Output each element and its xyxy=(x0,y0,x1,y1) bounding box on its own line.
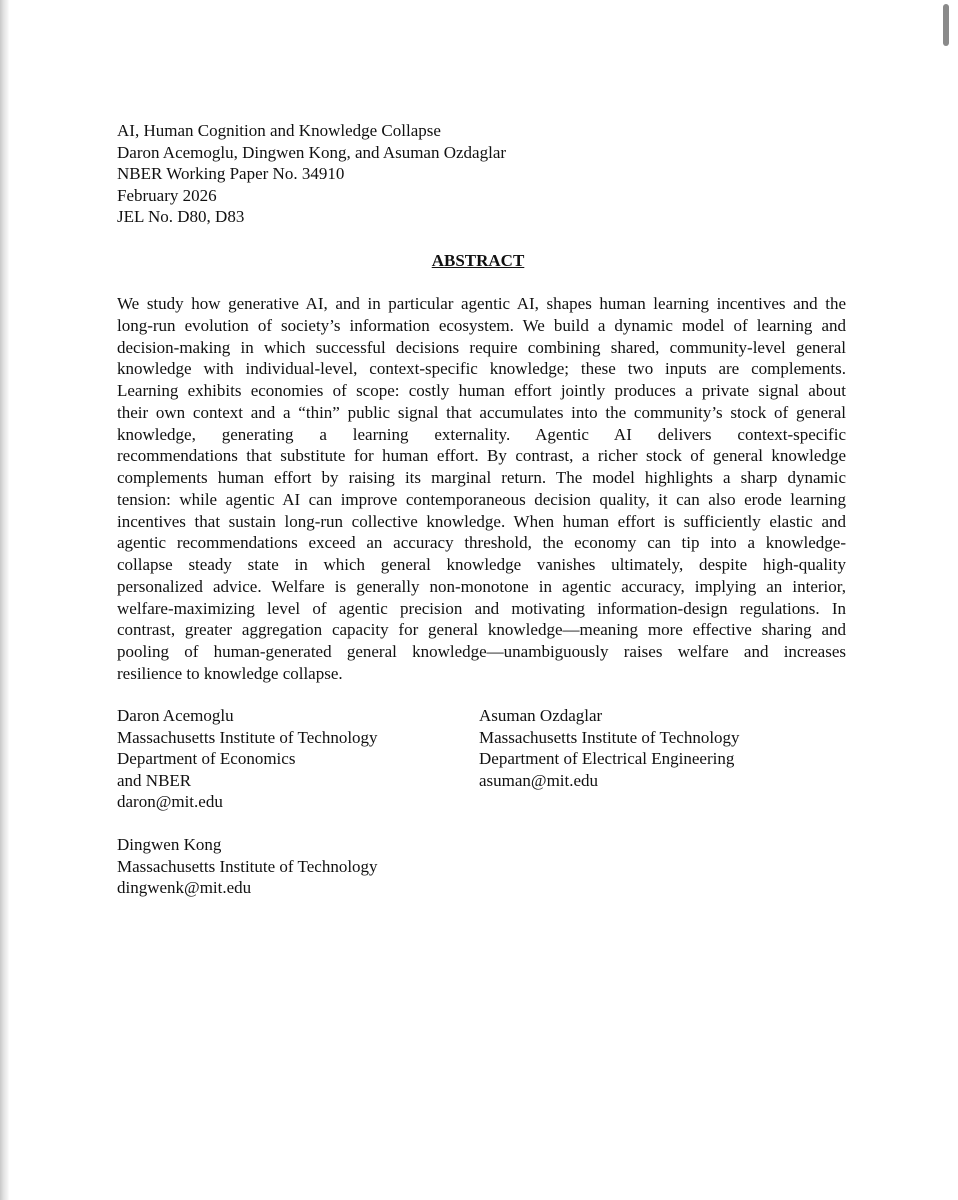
abstract-line: incentives that sustain long-run collective knowledge. When human effort is sufficiently elastic and xyxy=(117,511,846,531)
author-email: dingwenk@mit.edu xyxy=(117,878,252,898)
author-institution: Massachusetts Institute of Technology xyxy=(117,856,378,876)
author-affiliation-acemoglu xyxy=(117,705,378,813)
abstract-line: We study how generative AI, and in particular agentic AI, shapes human learning incentives and the xyxy=(117,294,846,313)
author-name: Dingwen Kong xyxy=(117,835,222,854)
author-affiliation-kong xyxy=(117,834,378,899)
paper-series: NBER Working Paper No. 34910 xyxy=(117,164,345,184)
author-extra-affiliation: and NBER xyxy=(117,770,192,790)
abstract-line: pooling of human-generated general knowledge—unambiguously raises welfare and increases xyxy=(117,642,846,661)
author-department: Department of Electrical Engineering xyxy=(479,749,735,769)
abstract-line: welfare-maximizing level of agentic precision and motivating information-design regulations. In xyxy=(117,598,846,618)
author-name: Daron Acemoglu xyxy=(117,706,234,725)
abstract-line: knowledge with individual-level, context-specific knowledge; these two inputs are complements. xyxy=(117,359,846,379)
abstract-heading-text: ABSTRACT xyxy=(431,251,525,270)
abstract-line: resilience to knowledge collapse. xyxy=(117,663,343,683)
author-email: daron@mit.edu xyxy=(117,792,223,812)
abstract-line: tension: while agentic AI can improve contemporaneous decision quality, it can also erode learning xyxy=(117,489,846,509)
abstract-line: personalized advice. Welfare is generally non-monotone in agentic accuracy, implying an interior, xyxy=(117,576,846,596)
author-department: Department of Economics xyxy=(117,749,296,769)
abstract-line: complements human effort by raising its marginal return. The model highlights a sharp dynamic xyxy=(117,468,846,487)
abstract-line: agentic recommendations exceed an accuracy threshold, the economy can tip into a knowledge- xyxy=(117,533,846,553)
author-affiliation-ozdaglar xyxy=(479,705,740,791)
author-email: asuman@mit.edu xyxy=(479,770,599,790)
author-institution: Massachusetts Institute of Technology xyxy=(479,727,740,747)
author-name: Asuman Ozdaglar xyxy=(479,706,603,725)
abstract-line: collapse steady state in which general knowledge vanishes ultimately, despite high-quality xyxy=(117,555,846,574)
abstract-heading xyxy=(0,250,958,272)
paper-date: February 2026 xyxy=(117,185,217,205)
paper-jel-codes: JEL No. D80, D83 xyxy=(117,207,245,227)
paper-authors: Daron Acemoglu, Dingwen Kong, and Asuman Ozdaglar xyxy=(117,142,507,162)
abstract-line: decision-making in which successful decisions require combining shared, community-level general xyxy=(117,337,846,357)
abstract-line: recommendations that substitute for human effort. By contrast, a richer stock of general knowledge xyxy=(117,446,846,466)
abstract-body xyxy=(117,293,846,685)
abstract-line: contrast, greater aggregation capacity for general knowledge—meaning more effective sharing and xyxy=(117,620,846,640)
author-institution: Massachusetts Institute of Technology xyxy=(117,727,378,747)
abstract-line: long-run evolution of society’s information ecosystem. We build a dynamic model of learning and xyxy=(117,315,846,335)
abstract-line: their own context and a “thin” public signal that accumulates into the community’s stock of general xyxy=(117,402,846,422)
abstract-line: knowledge, generating a learning externality. Agentic AI delivers context-specific xyxy=(117,424,846,444)
abstract-line: Learning exhibits economies of scope: costly human effort jointly produces a private signal about xyxy=(117,381,846,400)
paper-title: AI, Human Cognition and Knowledge Collapse xyxy=(117,121,441,140)
paper-header xyxy=(117,120,506,228)
